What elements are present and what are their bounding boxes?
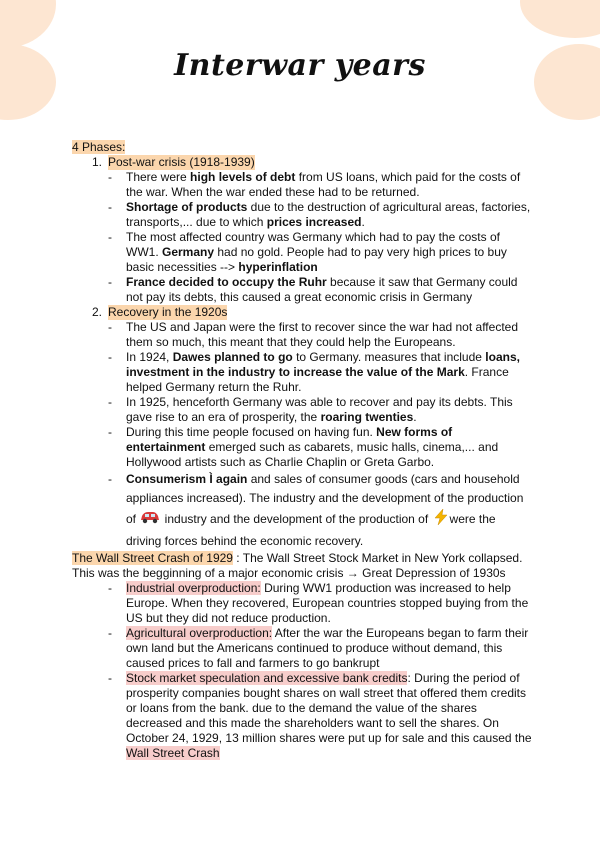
bullet-list	[72, 320, 532, 551]
crash-paragraph: The Wall Street Crash of 1929 : The Wall Street Stock Market in New York collapsed. This was the begginning of a major economic crisis → Great Depression of 1930s	[72, 551, 523, 580]
cause-list	[72, 581, 532, 761]
list-item: - France decided to occupy the Ruhr because it saw that Germany could not pay its debts, this caused a great economic crisis in Germany	[108, 275, 532, 305]
car-icon	[139, 510, 161, 530]
list-item: - Consumerism Ì again and sales of consumer goods (cars and household appliances increased). The industry and the development of the production of industry and the development of the production of were the driving forces behind the economic recovery.	[108, 470, 532, 551]
phase-heading: 2. Recovery in the 1920s	[91, 305, 228, 319]
list-item: - In 1924, Dawes planned to go to Germany. measures that include loans, investment in the industry to increase the value of the Mark. France helped Germany return the Ruhr.	[108, 350, 532, 395]
phase-label: Post-war crisis (1918-1939)	[108, 155, 255, 169]
list-item: - Stock market speculation and excessive bank credits: During the period of prosperity companies bought shares on wall street that offered them credits or loans from the bank. due to the demand the value of the shares decreased and this made the shareholders want to sell the shares. On October 24, 1929, 13 million shares were put up for sale and this caused the Wall Street Crash	[108, 671, 532, 761]
page-title: Interwar years	[174, 48, 426, 83]
bullet-list	[72, 170, 532, 305]
list-item: - The US and Japan were the first to recover since the war had not affected them so much, this meant that they could help the Europeans.	[108, 320, 532, 350]
lightning-icon	[432, 508, 450, 532]
list-item: - The most affected country was Germany which had to pay the costs of WW1. Germany had no gold. People had to pay very high prices to buy basic necessities --> hyperinflation	[108, 230, 532, 275]
intro-line: 4 Phases:	[72, 140, 126, 154]
list-item: - Agricultural overproduction: After the war the Europeans began to farm their own land but the Americans continued to produce without demand, this caused prices to fall and farmers to go bankrupt	[108, 626, 532, 671]
phase-heading: 1. Post-war crisis (1918-1939)	[91, 155, 255, 169]
list-item: - There were high levels of debt from US loans, which paid for the costs of the war. When the war ended these had to be returned.	[108, 170, 532, 200]
list-item: - During this time people focused on having fun. New forms of entertainment emerged such as cabarets, music halls, cinema,... and Hollywood artists such as Charlie Chaplin or Greta Garbo.	[108, 425, 532, 470]
list-item: - Industrial overproduction: During WW1 production was increased to help Europe. When they recovered, European countries stopped buying from the US but they did not reduce production.	[108, 581, 532, 626]
decor-blob	[0, 0, 56, 48]
decor-blob	[520, 0, 600, 38]
list-item: - Shortage of products due to the destruction of agricultural areas, factories, transports,... due to which prices increased.	[108, 200, 532, 230]
crash-heading: The Wall Street Crash of 1929	[72, 551, 233, 565]
document-body	[72, 140, 532, 761]
phase-label: Recovery in the 1920s	[108, 305, 228, 319]
list-item: - In 1925, henceforth Germany was able to recover and pay its debts. This gave rise to an era of prosperity, the roaring twenties.	[108, 395, 532, 425]
